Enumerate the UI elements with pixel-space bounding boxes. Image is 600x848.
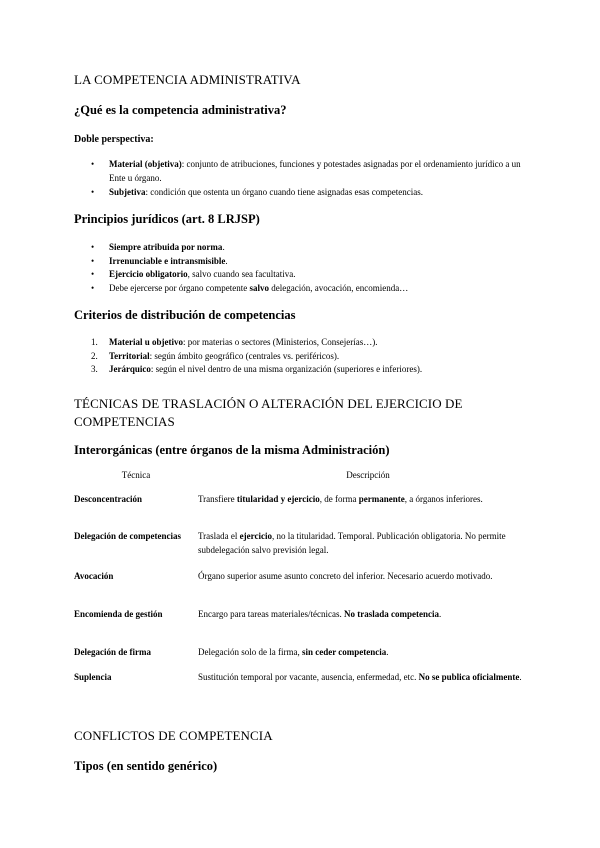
- list-item: • Subjetiva: condición que ostenta un órgano cuando tiene asignadas esas competencias.: [74, 186, 534, 200]
- principles-list: [74, 241, 534, 295]
- list-item: • Siempre atribuida por norma.: [74, 241, 534, 255]
- list-item: • Debe ejercerse por órgano competente salvo delegación, avocación, encomienda…: [74, 282, 534, 296]
- col-header-technique: Técnica: [121, 470, 151, 480]
- table-row: Avocación Órgano superior asume asunto concreto del inferior. Necesario acuerdo motivado.: [74, 571, 493, 581]
- list-item: 2. Territorial: según ámbito geográfico (centrales vs. periféricos).: [91, 350, 340, 361]
- list-item: • Material (objetiva): conjunto de atribuciones, funciones y potestades asignadas por el ordenamiento jurídico a un Ente u órgano.: [74, 158, 534, 185]
- heading-conflicts: CONFLICTOS DE COMPETENCIA: [74, 728, 273, 743]
- list-item: 3. Jerárquico: según el nivel dentro de una misma organización (superiores e inferiores).: [91, 364, 423, 374]
- col-header-description: Descripción: [346, 470, 390, 480]
- table-row: Encomienda de gestión Encargo para tareas materiales/técnicas. No traslada competencia.: [74, 609, 442, 619]
- heading-double-perspective: Doble perspectiva:: [74, 134, 154, 145]
- list-item: 1. Material u objetivo: por materias o sectores (Ministerios, Consejerías…).: [91, 337, 378, 347]
- heading-criteria: Criterios de distribución de competencias: [74, 308, 296, 322]
- table-row: Desconcentración Transfiere titularidad y ejercicio, de forma permanente, a órganos inferiores.: [74, 494, 483, 504]
- perspective-list: [74, 158, 534, 200]
- heading-what-is: ¿Qué es la competencia administrativa?: [74, 103, 287, 117]
- doc-title: LA COMPETENCIA ADMINISTRATIVA: [74, 72, 301, 87]
- table-row: Delegación de firma Delegación solo de la firma, sin ceder competencia.: [74, 647, 389, 657]
- heading-principles: Principios jurídicos (art. 8 LRJSP): [74, 212, 260, 226]
- heading-types: Tipos (en sentido genérico): [74, 759, 218, 773]
- heading-interorganic: Interorgánicas (entre órganos de la misma Administración): [74, 443, 390, 457]
- list-item: • Ejercicio obligatorio, salvo cuando sea facultativa.: [74, 268, 534, 282]
- table-row: Delegación de competencias Traslada el ejercicio, no la titularidad. Temporal. Publicación obligatoria. No permite subdelegación salvo previsión legal.: [74, 531, 506, 555]
- list-item: • Irrenunciable e intransmisible.: [74, 255, 534, 269]
- techniques-table: [74, 468, 538, 700]
- heading-techniques: TÉCNICAS DE TRASLACIÓN O ALTERACIÓN DEL EJERCICIO DE COMPETENCIAS: [74, 396, 463, 429]
- table-row: Suplencia Sustitución temporal por vacante, ausencia, enfermedad, etc. No se publica oficialmente.: [74, 672, 522, 682]
- criteria-list: [74, 336, 544, 377]
